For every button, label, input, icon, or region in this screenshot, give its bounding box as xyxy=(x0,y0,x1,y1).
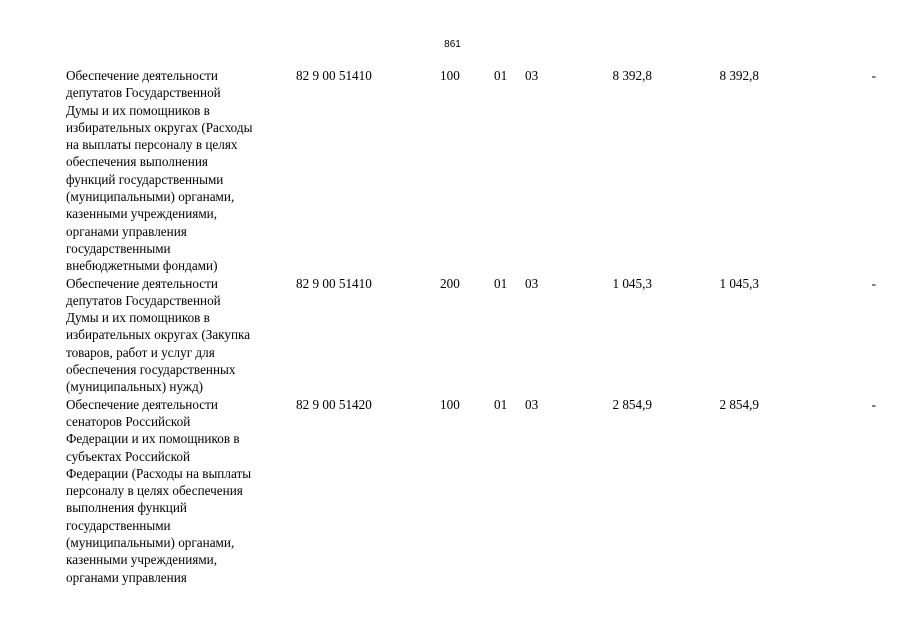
section-code: 01 xyxy=(494,396,508,412)
expense-name: Обеспечение деятельности сенаторов Российской Федерации и их помощников в субъектах Российской Федерации (Расходы на выплаты персоналу в целях обеспечения выполнения функций государственными (муниципальными) органами, казенными учреждениями, органами управления xyxy=(66,396,252,585)
expense-name: Обеспечение деятельности депутатов Государственной Думы и их помощников в избирательных округах (Закупка товаров, работ и услуг для обеспечения государственных (муниципальных) нужд) xyxy=(66,275,251,395)
table-row xyxy=(66,67,876,275)
page-number: 861 xyxy=(444,39,461,50)
expense-type-code: 200 xyxy=(440,275,460,291)
table-row xyxy=(66,396,876,586)
section-code: 01 xyxy=(494,275,508,291)
budget-table xyxy=(66,67,876,586)
target-article-code: 82 9 00 51410 xyxy=(296,275,372,291)
amount-tertiary: - xyxy=(871,396,876,412)
amount-secondary: 2 854,9 xyxy=(719,396,759,412)
amount-tertiary: - xyxy=(871,275,876,291)
amount-tertiary: - xyxy=(871,68,876,83)
expense-name: Обеспечение деятельности депутатов Государственной Думы и их помощников в избирательных округах (Расходы на выплаты персоналу в целях обеспечения выполнения функций государственными (муниципальными) органами, казенными учреждениями, органами управления государственными внебюджетными фондами) xyxy=(66,68,253,274)
subsection-code: 03 xyxy=(525,275,539,291)
expense-type-code: 100 xyxy=(440,68,460,83)
table-row xyxy=(66,275,876,396)
amount-total: 8 392,8 xyxy=(612,68,652,83)
target-article-code: 82 9 00 51410 xyxy=(296,68,372,83)
section-code: 01 xyxy=(494,68,508,83)
amount-total: 2 854,9 xyxy=(612,396,652,412)
target-article-code: 82 9 00 51420 xyxy=(296,396,372,412)
amount-secondary: 8 392,8 xyxy=(719,68,759,83)
expense-type-code: 100 xyxy=(440,396,460,412)
subsection-code: 03 xyxy=(525,68,539,83)
amount-secondary: 1 045,3 xyxy=(719,275,759,291)
subsection-code: 03 xyxy=(525,396,539,412)
amount-total: 1 045,3 xyxy=(612,275,652,291)
